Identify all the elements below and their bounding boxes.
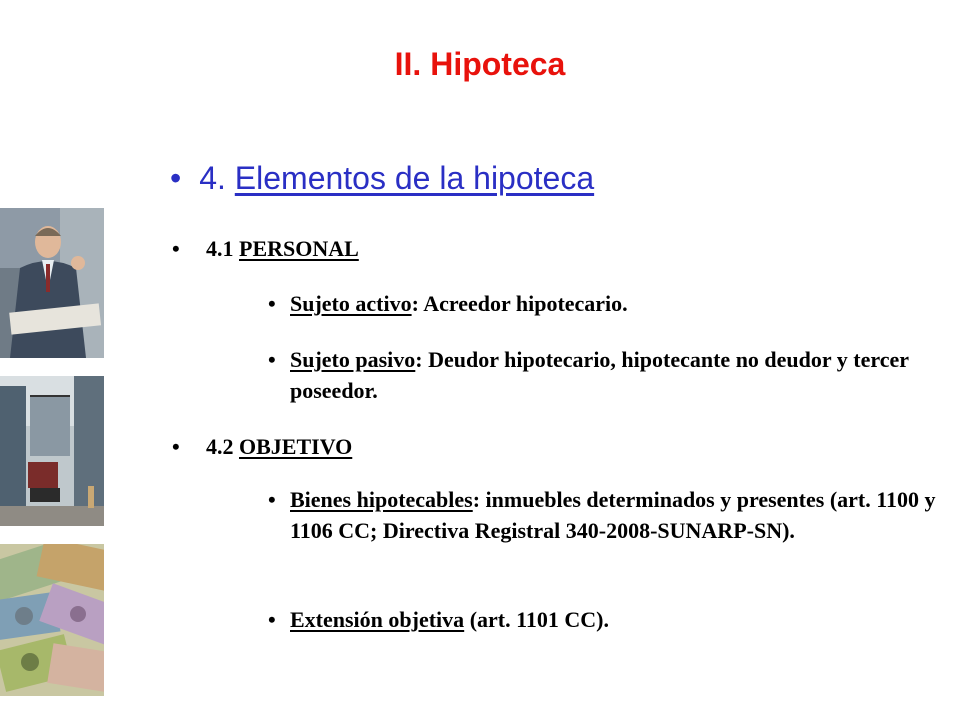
section-number: 4.1 [206,236,234,261]
shipping-containers-photo [0,376,104,526]
heading-link[interactable]: Elementos de la hipoteca [234,160,595,196]
list-item-bienes-hipotecables [268,484,950,546]
list-item-extension-objetiva [268,604,950,635]
section-label: OBJETIVO [239,434,353,459]
bullet: • [170,160,182,196]
businessman-reading-photo [0,208,104,358]
heading-number: 4. [199,160,226,196]
list-item-sujeto-activo [268,288,950,319]
item-term: Bienes hipotecables [290,487,473,512]
item-term: Extensión objetiva [290,607,465,632]
slide-title: II. Hipoteca [394,46,566,82]
bullet: • [268,291,276,316]
bullet: • [172,434,180,459]
list-item-sujeto-pasivo [268,344,950,406]
bullet: • [172,236,180,261]
item-text: : Acreedor hipotecario. [411,291,628,316]
item-term: Sujeto pasivo [290,347,416,372]
section-personal [172,236,359,262]
item-term: Sujeto activo [290,291,412,316]
bullet: • [268,487,276,512]
bullet: • [268,607,276,632]
section-objetivo [172,434,352,460]
item-text: : Deudor hipotecario, hipotecante no deudor y tercer poseedor. [290,347,909,403]
main-heading [170,160,594,197]
bullet: • [268,347,276,372]
item-text: (art. 1101 CC). [464,607,609,632]
section-label: PERSONAL [239,236,359,261]
item-text: : inmuebles determinados y presentes (art. 1100 y 1106 CC; Directiva Registral 340-2008-SUNARP-SN). [290,487,936,543]
section-number: 4.2 [206,434,234,459]
banknotes-photo [0,544,104,696]
